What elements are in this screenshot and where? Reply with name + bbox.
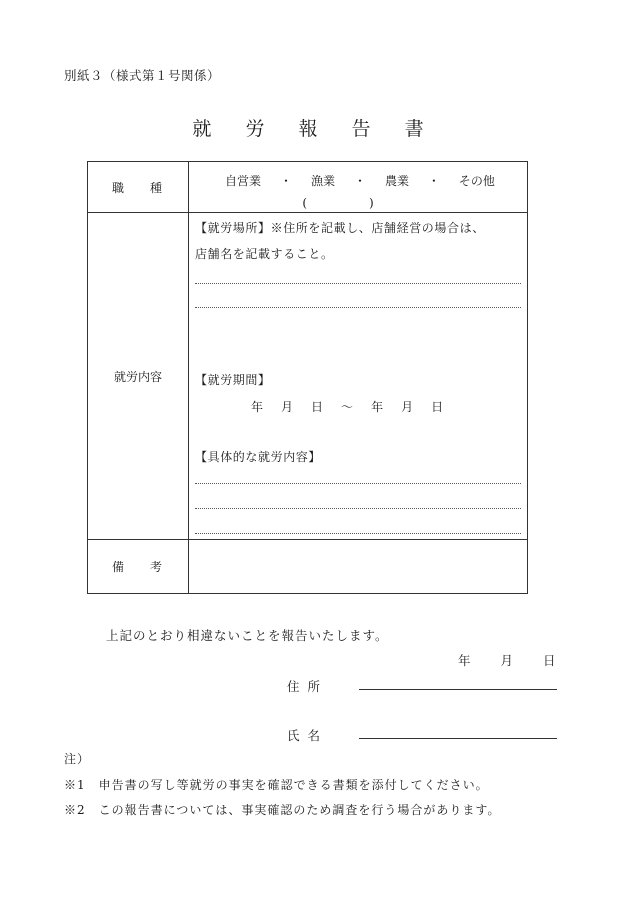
job-type-label bbox=[88, 162, 189, 213]
job-type-options-cell[interactable] bbox=[189, 162, 528, 213]
work-period-field[interactable] bbox=[251, 398, 443, 415]
job-option-other[interactable]: その他 bbox=[458, 174, 495, 188]
notes-heading: 注） bbox=[64, 752, 91, 766]
job-option-fishery[interactable]: 漁業 bbox=[310, 174, 335, 188]
work-content-row bbox=[88, 213, 528, 540]
period-unit-year: 年 bbox=[371, 400, 384, 414]
remarks-label-char-2: 考 bbox=[149, 560, 162, 574]
work-detail-line-4[interactable] bbox=[195, 533, 521, 534]
work-detail-line-2[interactable] bbox=[195, 508, 521, 509]
note-item-2: ※2 この報告書については、事実確認のため調査を行う場合があります。 bbox=[64, 803, 501, 817]
work-period-heading: 【就労期間】 bbox=[195, 373, 271, 387]
separator-dot: ・ bbox=[353, 174, 366, 188]
separator-dot: ・ bbox=[279, 174, 292, 188]
work-content-cell[interactable] bbox=[189, 213, 528, 540]
remarks-field[interactable] bbox=[189, 540, 528, 594]
remarks-label bbox=[88, 540, 189, 594]
declaration-statement: 上記のとおり相違ないことを報告いたします。 bbox=[106, 628, 389, 643]
remarks-row bbox=[88, 540, 528, 594]
name-field[interactable] bbox=[359, 738, 557, 739]
job-type-row bbox=[88, 162, 528, 213]
work-place-heading-cont: 店舗名を記載すること。 bbox=[195, 247, 334, 261]
date-unit-month: 月 bbox=[500, 653, 514, 668]
period-unit-year: 年 bbox=[251, 400, 264, 414]
work-place-line-1[interactable] bbox=[195, 283, 521, 284]
work-place-line-2[interactable] bbox=[195, 307, 521, 308]
period-unit-month: 月 bbox=[281, 400, 294, 414]
report-form-table bbox=[87, 161, 528, 594]
period-range-tilde: ～ bbox=[341, 400, 354, 414]
report-date-field[interactable] bbox=[458, 651, 556, 669]
work-detail-line-1[interactable] bbox=[195, 483, 521, 484]
work-place-heading: 【就労場所】※住所を記載し、店舗経営の場合は、 bbox=[195, 221, 485, 235]
form-reference: 別紙３（様式第１号関係） bbox=[64, 68, 221, 83]
paren-open: ( bbox=[302, 196, 307, 210]
job-option-agriculture[interactable]: 農業 bbox=[384, 174, 409, 188]
address-label: 住所 bbox=[287, 679, 329, 694]
job-type-label-char-1: 職 bbox=[112, 180, 125, 195]
job-type-label-char-2: 種 bbox=[149, 180, 162, 195]
work-content-label: 就労内容 bbox=[88, 213, 189, 540]
period-unit-day: 日 bbox=[431, 400, 444, 414]
date-unit-year: 年 bbox=[458, 653, 471, 668]
work-detail-heading: 【具体的な就労内容】 bbox=[195, 450, 322, 464]
address-field[interactable] bbox=[359, 689, 557, 690]
note-item-1: ※1 申告書の写し等就労の事実を確認できる書類を添付してください。 bbox=[64, 778, 489, 792]
name-label: 氏名 bbox=[287, 728, 329, 743]
page-title: 就 労 報 告 書 bbox=[192, 118, 438, 140]
paren-close: ) bbox=[369, 196, 374, 210]
period-unit-day: 日 bbox=[311, 400, 324, 414]
period-unit-month: 月 bbox=[401, 400, 414, 414]
date-unit-day: 日 bbox=[543, 653, 556, 668]
remarks-label-char-1: 備 bbox=[112, 560, 125, 574]
other-detail-field[interactable] bbox=[189, 189, 527, 210]
job-option-self-employed[interactable]: 自営業 bbox=[225, 174, 262, 188]
separator-dot: ・ bbox=[427, 174, 440, 188]
